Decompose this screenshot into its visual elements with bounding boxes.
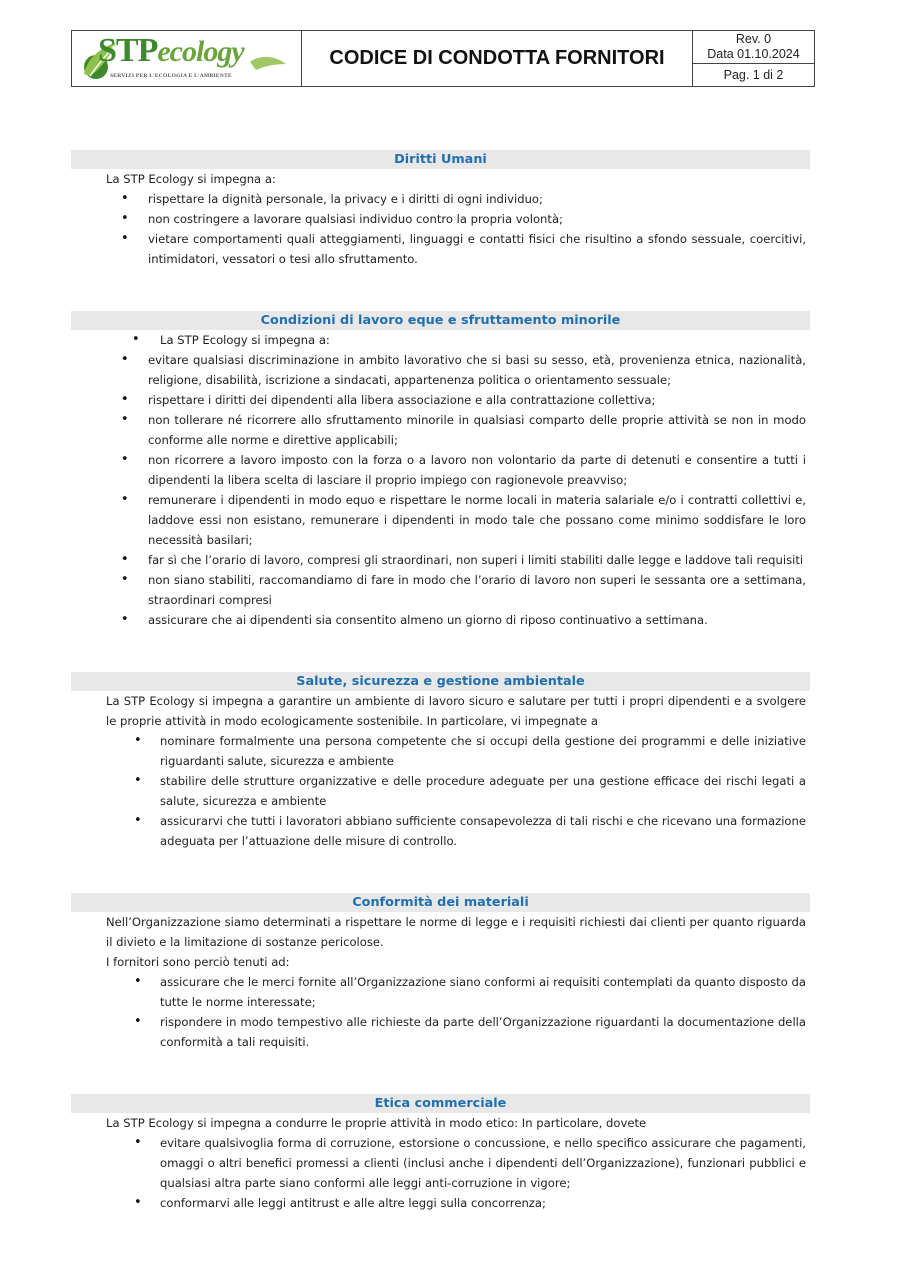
section-etica-commerciale <box>71 1094 810 1213</box>
bullet-list <box>71 1133 810 1213</box>
revision-number: Rev. 0 <box>735 32 772 46</box>
list-item: • non tollerare né ricorrere allo sfruttamento minorile in qualsiasi comparto delle proprie attività se non in modo conforme alle norme e direttive applicabili; <box>121 412 806 447</box>
list-item: • non siano stabiliti, raccomandiamo di fare in modo che l’orario di lavoro non superi le sessanta ore a settimana, straordinari compresi <box>121 572 806 607</box>
section-intro: Nell’Organizzazione siamo determinati a rispettare le norme di legge e i requisiti richiesti dai clienti per quanto riguarda il divieto e la limitazione di sostanze pericolose. <box>106 915 806 949</box>
bullet-icon: • <box>121 572 129 587</box>
section-intro: La STP Ecology si impegna a: <box>106 172 276 186</box>
list-item: • stabilire delle strutture organizzative e delle procedure adeguate per una gestione efficace dei rischi legati a salute, sicurezza e ambiente <box>134 773 806 808</box>
list-item: • rispondere in modo tempestivo alle richieste da parte dell’Organizzazione riguardanti la documentazione della conformità a tali requisiti. <box>134 1014 806 1049</box>
bullet-list <box>71 972 810 1052</box>
logo-cell <box>72 31 302 86</box>
list-item: • nominare formalmente una persona competente che si occupi della gestione dei programmi e delle iniziative riguardanti salute, sicurezza e ambiente <box>134 733 806 768</box>
section-conformita-materiali <box>71 893 810 1052</box>
bullet-icon: • <box>134 974 142 989</box>
intro-list <box>71 330 810 350</box>
logo-tagline: SERVIZI PER L'ECOLOGIA E L'AMBIENTE <box>110 73 232 79</box>
bullet-icon: • <box>121 392 129 407</box>
section-title: Salute, sicurezza e gestione ambientale <box>71 672 810 691</box>
page-number: Pag. 1 di 2 <box>723 68 784 82</box>
bullet-icon: • <box>121 452 129 467</box>
list-item: • assicurarvi che tutti i lavoratori abbiano sufficiente consapevolezza di tali rischi e che ricevano una formazione adeguata per l’attuazione delle misure di controllo. <box>134 813 806 848</box>
bullet-icon: • <box>121 612 129 627</box>
bullet-icon: • <box>121 231 129 246</box>
bullet-list <box>71 731 810 851</box>
bullet-icon: • <box>121 191 129 206</box>
list-item: • assicurare che le merci fornite all’Organizzazione siano conformi ai requisiti contemplati da quanto disposto da tutte le norme interessate; <box>134 974 806 1009</box>
list-item: • rispettare la dignità personale, la privacy e i diritti di ogni individuo; <box>71 189 810 209</box>
bullet-icon: • <box>121 211 129 226</box>
bullet-icon: • <box>134 813 142 828</box>
bullet-icon: • <box>132 332 140 347</box>
bullet-icon: • <box>121 552 129 567</box>
bullet-icon: • <box>121 412 129 427</box>
bullet-list <box>71 350 810 630</box>
section-intro: La STP Ecology si impegna a garantire un ambiente di lavoro sicuro e salutare per tutti i propri dipendenti e a svolgere le proprie attività in modo ecologicamente sostenibile. In particolare, vi impegnate a <box>106 694 806 728</box>
bullet-icon: • <box>134 1195 142 1210</box>
section-salute-sicurezza <box>71 672 810 851</box>
logo-wordmark: STPecology <box>98 32 244 69</box>
section-title: Conformità dei materiali <box>71 893 810 912</box>
bullet-icon: • <box>134 1135 142 1150</box>
list-item: • far sì che l’orario di lavoro, compresi gli straordinari, non superi i limiti stabiliti dalle legge e laddove tali requisiti <box>71 550 810 570</box>
document-body <box>71 150 810 1213</box>
list-item: • rispettare i diritti dei dipendenti alla libera associazione e alla contrattazione collettiva; <box>71 390 810 410</box>
list-item: • assicurare che ai dipendenti sia consentito almeno un giorno di riposo continuativo a settimana. <box>71 610 810 630</box>
revision-date: Data 01.10.2024 <box>707 47 800 61</box>
section-title: Etica commerciale <box>71 1094 810 1113</box>
section-title: Diritti Umani <box>71 150 810 169</box>
bullet-icon: • <box>134 1014 142 1029</box>
document-title: CODICE DI CONDOTTA FORNITORI <box>302 31 693 86</box>
list-item: • non ricorrere a lavoro imposto con la forza o a lavoro non volontario da parte di detenuti e consentire a tutti i dipendenti la libera scelta di lasciare il proprio impiego con ragionevole preavviso; <box>121 452 806 487</box>
section-intro: La STP Ecology si impegna a condurre le proprie attività in modo etico: In particolare, dovete <box>106 1116 647 1130</box>
bullet-icon: • <box>121 492 129 507</box>
list-item: • conformarvi alle leggi antitrust e alle altre leggi sulla concorrenza; <box>71 1193 810 1213</box>
bullet-icon: • <box>134 733 142 748</box>
company-logo <box>80 34 294 84</box>
document-header <box>71 30 815 87</box>
list-item: • La STP Ecology si impegna a: <box>71 330 810 350</box>
list-item: • evitare qualsivoglia forma di corruzione, estorsione o concussione, e nello specifico assicurare che pagamenti, omaggi o altri benefici promessi a clienti (inclusi anche i dipendenti dell’Organizzazione), funzionari pubblici e qualsiasi altra parte siano conformi alle leggi anti-corruzione in vigore; <box>134 1135 806 1190</box>
section-diritti-umani <box>71 150 810 269</box>
section-title: Condizioni di lavoro eque e sfruttamento minorile <box>71 311 810 330</box>
list-item: • non costringere a lavorare qualsiasi individuo contro la propria volontà; <box>71 209 810 229</box>
bullet-list <box>71 189 810 269</box>
bullet-icon: • <box>121 352 129 367</box>
section-condizioni-lavoro <box>71 311 810 630</box>
list-item: • evitare qualsiasi discriminazione in ambito lavorativo che si basi su sesso, età, provenienza etnica, nazionalità, religione, disabilità, iscrizione a sindacati, appartenenza politica o orientamento sessuale; <box>121 352 806 387</box>
revision-box <box>693 31 814 86</box>
list-item: • vietare comportamenti quali atteggiamenti, linguaggi e contatti fisici che risultino a sfondo sessuale, coercitivi, intimidatori, vessatori o tesi allo sfruttamento. <box>121 231 806 266</box>
section-intro-2: I fornitori sono perciò tenuti ad: <box>106 955 290 969</box>
list-item: • remunerare i dipendenti in modo equo e rispettare le norme locali in materia salariale e/o i contratti collettivi e, laddove essi non esistano, remunerare i dipendenti in modo tale che possano come minimo soddisfare le loro necessità basilari; <box>121 492 806 547</box>
bullet-icon: • <box>134 773 142 788</box>
